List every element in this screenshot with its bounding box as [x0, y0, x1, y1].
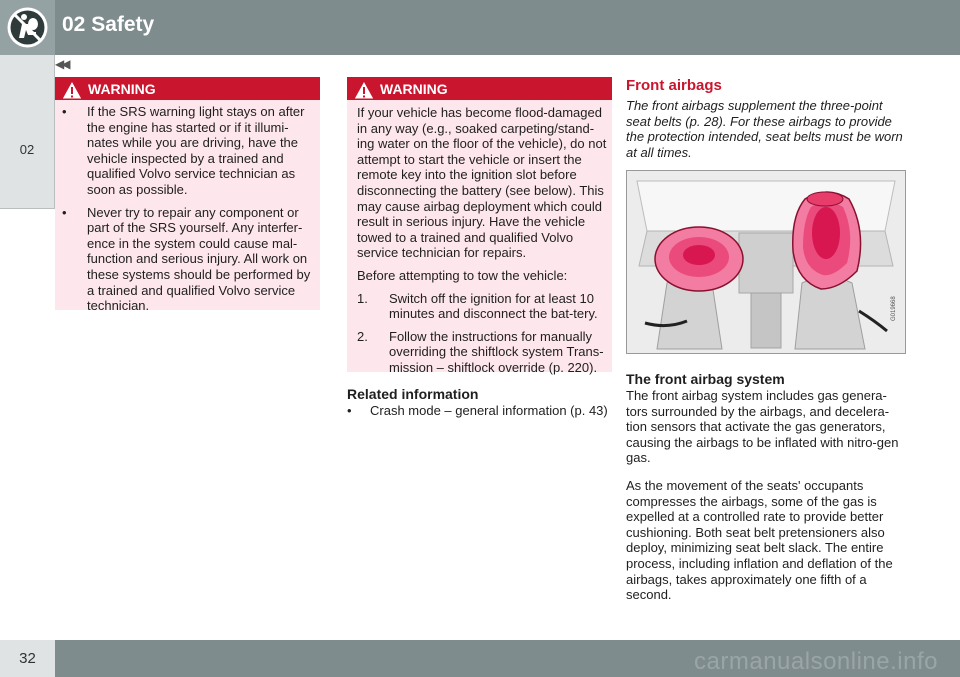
warning-paragraph: If your vehicle has become flood-damaged in any way (e.g., soaked carpeting/stand-ing water on the floor of the vehicle), do not attempt to start the vehicle or insert the remote key into the ignition slot before disconnecting the battery (see below). This may cause airbag deployment which could result in serious injury. Have the vehicle towed to a trained and qualified Volvo service technician for repairs. [357, 105, 607, 261]
bullet-icon: • [62, 204, 67, 220]
related-heading: Related information [347, 386, 479, 402]
front-airbag-illustration [626, 170, 906, 354]
warning-title: WARNING [380, 81, 448, 97]
related-information [347, 386, 612, 426]
warning-triangle-icon [61, 80, 83, 100]
subsection-heading: The front airbag system [626, 371, 785, 387]
warning-title: WARNING [88, 81, 156, 97]
list-item: • Never try to repair any component or part of the SRS yourself. Any interfer-ence in the system could cause mal-function and serious injury. All work on these systems should be performed by a trained and qualified Volvo service technician. [62, 204, 311, 314]
warning-box-srs [55, 77, 320, 314]
chapter-tab[interactable] [0, 55, 55, 209]
list-item: 2. Follow the instructions for manually overriding the shiftlock system Trans-mission – shiftlock override (p. 220). [357, 328, 604, 375]
warning-header [55, 77, 320, 100]
related-list [347, 403, 612, 419]
bullet-icon: • [347, 403, 352, 418]
warning-triangle-icon [353, 80, 375, 100]
steps-intro: Before attempting to tow the vehicle: [357, 267, 568, 283]
warning-box-flood [347, 77, 612, 375]
figure-code: G019668 [891, 296, 897, 321]
list-item: 1. Switch off the ignition for at least 10 minutes and disconnect the bat-tery. [357, 290, 598, 322]
page-title: 02 Safety [62, 13, 155, 36]
warning-list [55, 104, 313, 321]
page-number: 32 [19, 650, 36, 667]
body-paragraph: The front airbag system includes gas genera-tors surrounded by the airbags, and decelera-tion sensors that activate the gas generators, causing the airbags to be inflated with nitro-gen gas. [626, 388, 899, 466]
section-intro: The front airbags supplement the three-point seat belts (p. 28). For these airbags to provide the protection intended, seat belts must be worn at all times. [626, 98, 903, 160]
airbag-diagram [627, 171, 905, 353]
chapter-tab-label: 02 [19, 142, 35, 157]
watermark: carmanualsonline.info [694, 648, 938, 675]
body-paragraph: As the movement of the seats' occupants compresses the airbags, some of the gas is expelled at a controlled rate to provide better cushioning. Both seat belt pretensioners also deploy, minimizing seat belt slack. The entire process, including inflation and deflation of the airbags, takes approximately one fifth of a second. [626, 477, 893, 603]
warning-body [357, 105, 609, 383]
related-link[interactable]: • Crash mode – general information (p. 43) [347, 403, 608, 418]
airbag-off-icon [0, 0, 55, 55]
bullet-icon: • [62, 104, 67, 119]
previous-page-icon[interactable]: ◀◀ [55, 57, 68, 71]
list-item: • If the SRS warning light stays on after the engine has started or if it illumi-nates while you are driving, have the vehicle inspected by a trained and qualified Volvo service technician as soon as possible. [62, 104, 305, 197]
steps-list [357, 291, 609, 376]
airbag-system-section [626, 371, 908, 610]
warning-header [347, 77, 612, 100]
front-airbags-section [626, 77, 908, 160]
section-heading: Front airbags [626, 77, 722, 94]
